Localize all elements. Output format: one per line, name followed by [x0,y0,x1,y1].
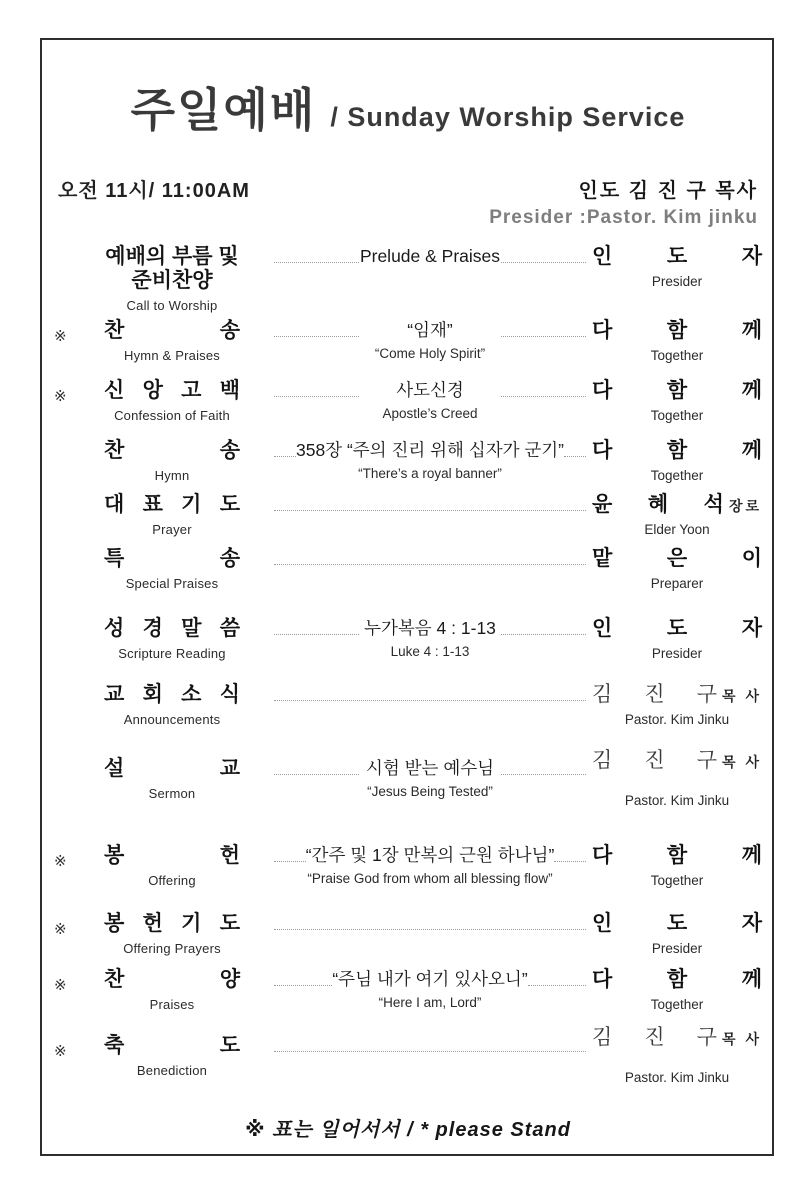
item-content-english: Luke 4 : 1-13 [390,644,470,659]
item-title-korean: 준비찬양 [131,269,213,292]
leader-dots [274,844,306,862]
item-content-text [364,617,496,661]
item-title [76,547,268,593]
item-content-text [375,319,485,363]
leader-name-english: Elder Yoon [644,522,710,537]
item-title [76,245,268,315]
item-content [268,319,592,363]
stand-note: ※ 표는 일어서서 / * please Stand [245,1119,571,1141]
title-english: / Sunday Worship Service [330,102,686,132]
item-leader [592,379,762,425]
item-title-korean: 성 경 말 씀 [104,617,240,640]
stand-mark [54,757,76,765]
service-row [54,379,762,425]
item-content [268,439,592,483]
service-info [54,174,762,229]
leader-dots [274,245,359,263]
leader-name-korean: 인 도 자 [592,617,762,640]
stand-mark [54,439,76,447]
item-title-english: Offering Prayers [123,941,221,956]
stand-mark [54,245,76,253]
item-content-english: “Jesus Being Tested” [367,784,493,799]
leader-name-english: Together [650,408,704,423]
leader-dots [274,912,586,930]
item-content-korean: 누가복음 4 : 1-13 [364,618,496,638]
item-title-korean: 축 도 [104,1034,240,1057]
page-title [54,74,762,140]
item-content-korean: “임재” [407,320,453,340]
item-content-english: “Praise God from whom all blessing flow” [307,871,553,886]
leader-dots [274,319,359,337]
service-time: 오전 11시/ 11:00AM [58,180,250,202]
item-leader [592,319,762,365]
service-row [54,493,762,539]
leader-title-suffix: 목 사 [722,754,762,770]
item-content-text [382,379,477,423]
item-title-english: Hymn [154,468,190,483]
stand-mark: ※ [54,853,67,870]
item-content [268,844,592,888]
item-content-text [296,439,564,483]
item-title-korean: 신 앙 고 백 [104,379,240,402]
item-title-korean: 봉 헌 기 도 [104,912,240,935]
item-leader [592,844,762,890]
item-content [268,245,592,268]
leader-name-korean: 다 함 께 [592,844,762,867]
leader-name-english: Pastor. Kim Jinku [624,1070,730,1085]
item-leader [592,245,762,291]
item-title-english: Scripture Reading [118,646,226,661]
item-content [268,547,592,565]
item-content-english: “There’s a royal banner” [358,466,502,481]
item-title-korean: 설 교 [104,757,240,780]
leader-name-korean: 다 함 께 [592,379,762,402]
stand-mark [54,683,76,691]
item-leader [592,493,762,539]
order-of-service [54,245,762,1087]
item-content-korean: Prelude & Praises [359,246,501,266]
item-content-korean: “간주 및 1장 만복의 근원 하나님” [305,845,555,865]
stand-mark [54,617,76,625]
item-title-english: Offering [148,873,196,888]
item-leader [592,439,762,485]
item-title [76,912,268,958]
leader-dots [528,968,586,986]
item-title-korean: 대 표 기 도 [104,493,240,516]
item-title-english: Special Praises [125,576,219,591]
item-title-english: Prayer [152,522,192,537]
leader-name-english: Presider [651,646,703,661]
leader-dots [274,1034,586,1052]
leader-name-korean: 맡 은 이 [592,547,762,570]
leader-name-english: Together [650,997,704,1012]
item-content-korean: 358장 “주의 진리 위해 십자가 군기” [295,440,565,460]
leader-dots [564,439,586,457]
service-row [54,968,762,1014]
item-content-korean: 사도신경 [396,380,464,400]
leader-dots [501,757,586,775]
item-content [268,757,592,801]
stand-mark: ※ [54,388,67,405]
item-content [268,1034,592,1052]
leader-name-english: Together [650,873,704,888]
item-title-english: Sermon [148,786,196,801]
leader-name-korean: 인 도 자 [592,912,762,935]
service-row [54,912,762,958]
item-title-english: Announcements [123,712,221,727]
item-content [268,912,592,930]
leader-dots [274,439,296,457]
item-content-text [306,844,555,888]
item-content-text [360,245,500,268]
leader-name-english: Together [650,468,704,483]
service-row [54,749,762,810]
item-title [76,844,268,890]
leader-dots [501,379,586,397]
item-title [76,493,268,539]
item-title-english: Hymn & Praises [124,348,220,363]
leader-dots [274,379,359,397]
presider-block [489,174,758,229]
leader-dots [274,547,586,565]
item-leader [592,683,762,729]
item-content [268,968,592,1012]
leader-dots [274,493,586,511]
item-content [268,379,592,423]
item-leader [592,968,762,1014]
service-row [54,683,762,729]
item-title-korean: 찬 송 [104,319,240,342]
leader-name-english: Presider [651,941,703,956]
item-leader [592,547,762,593]
leader-name-korean: 김 진 구 [592,683,718,706]
item-content-korean: “주님 내가 여기 있사오니” [332,969,528,989]
leader-name-korean: 인 도 자 [592,245,762,268]
leader-dots [274,683,586,701]
service-row [54,617,762,663]
leader-name-english: Pastor. Kim Jinku [624,793,730,808]
stand-mark: ※ [54,1043,67,1060]
presider-korean: 인도 김 진 구 목사 [578,180,758,202]
item-title [76,968,268,1014]
item-title-english: Praises [149,997,195,1012]
stand-mark: ※ [54,328,67,345]
item-title-english: Benediction [136,1063,208,1078]
item-content-english: “Come Holy Spirit” [374,346,486,361]
item-content-english: “Here I am, Lord” [378,995,482,1010]
item-content [268,493,592,511]
stand-mark [54,493,76,501]
leader-name-korean: 김 진 구 [592,1026,718,1049]
item-title-korean: 특 송 [104,547,240,570]
item-title [76,683,268,729]
stand-mark: ※ [54,977,67,994]
service-row [54,439,762,485]
item-title-korean: 예배의 부름 및 [105,245,239,268]
service-row [54,844,762,890]
item-title-english: Call to Worship [126,298,218,313]
item-leader [592,1026,762,1087]
item-content-korean: 시험 받는 예수님 [365,758,495,778]
item-content [268,617,592,661]
item-leader [592,617,762,663]
leader-name-english: Together [650,348,704,363]
bulletin-page [40,38,774,1156]
item-title-korean: 찬 송 [104,439,240,462]
service-row [54,547,762,593]
leader-name-english: Preparer [650,576,704,591]
stand-mark [54,547,76,555]
leader-title-suffix: 목 사 [722,688,762,704]
service-row [54,245,762,315]
leader-dots [501,617,586,635]
leader-dots [274,968,332,986]
leader-name-english: Pastor. Kim Jinku [624,712,730,727]
leader-name-korean: 다 함 께 [592,439,762,462]
leader-dots [501,245,586,263]
item-title [76,439,268,485]
item-content [268,683,592,701]
leader-dots [274,617,359,635]
presider-english: Presider :Pastor. Kim jinku [489,207,758,228]
service-row [54,319,762,365]
service-row [54,1026,762,1087]
leader-name-english: Presider [651,274,703,289]
title-korean: 주일예배 [130,84,317,136]
item-title-korean: 봉 헌 [104,844,240,867]
item-title-korean: 교 회 소 식 [104,683,240,706]
leader-name-korean: 윤 혜 석 [592,493,724,516]
item-content-text [332,968,527,1012]
leader-title-suffix: 장로 [728,498,762,514]
item-title [76,319,268,365]
leader-dots [501,319,586,337]
leader-name-korean: 김 진 구 [592,749,718,772]
item-title [76,757,268,803]
item-title-korean: 찬 양 [104,968,240,991]
item-content-text [366,757,494,801]
leader-name-korean: 다 함 께 [592,319,762,342]
item-title [76,1034,268,1080]
item-leader [592,912,762,958]
item-leader [592,749,762,810]
leader-dots [274,757,359,775]
item-title [76,379,268,425]
item-title [76,617,268,663]
leader-dots [554,844,586,862]
item-content-english: Apostle’s Creed [382,406,478,421]
leader-title-suffix: 목 사 [722,1031,762,1047]
stand-mark: ※ [54,921,67,938]
item-title-english: Confession of Faith [114,408,230,423]
leader-name-korean: 다 함 께 [592,968,762,991]
